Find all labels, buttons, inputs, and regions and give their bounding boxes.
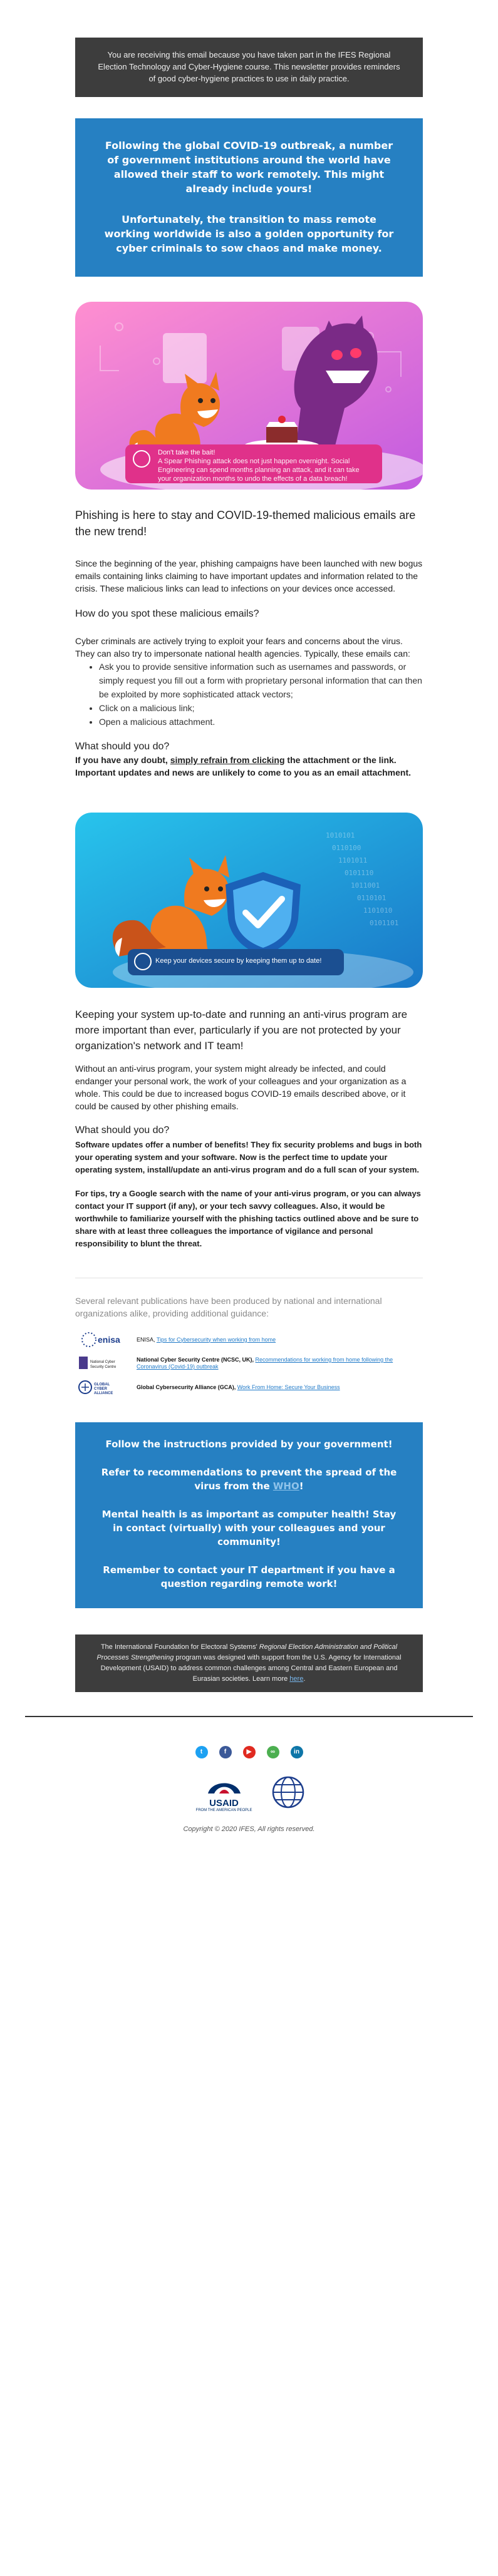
phishing-paragraph-2: Cyber criminals are actively trying to exploit your fears and concerns about the virus. They can also try to impersonate national health agencies. Typically, these emails can: (75, 636, 410, 659)
phishing-caption-body: A Spear Phishing attack does not just happen overnight. Social Engineering can spend months planning an attack, and it can take your organization months to undo the effects of a data breach! (158, 458, 360, 483)
svg-text:GLOBAL: GLOBAL (94, 1383, 110, 1387)
footer-program-name: Regional Election Administration and Political Processes Strengthening (96, 1643, 398, 1661)
svg-text:Security Centre: Security Centre (90, 1365, 117, 1369)
updates-caption-text: Keep your devices secure by keeping them up to date! (155, 957, 322, 965)
updates-caption (128, 949, 344, 975)
svg-text:1010101: 1010101 (326, 831, 355, 839)
twitter-icon[interactable]: t (195, 1746, 208, 1758)
ncsc-recommendations-link[interactable]: Recommendations for working from home following the Coronavirus (Covid-19) outbreak (137, 1357, 393, 1370)
enisa-logo (75, 1330, 137, 1349)
footer-divider (25, 1716, 473, 1717)
copyright-text: Copyright © 2020 IFES, All rights reserved. (183, 1825, 315, 1833)
hero-paragraph-2: Unfortunately, the transition to mass remote working worldwide is also a golden opportunity for cyber criminals to sow chaos and make money. (104, 213, 394, 254)
antivirus-lead: Keeping your system up-to-date and running an anti-virus program are more important than ever, particularly if you are not protected by your organization's network and IT team! (75, 1008, 408, 1052)
hero-paragraph-1: Following the global COVID-19 outbreak, a number of government institutions around the world have allowed their staff to work remotely. This might already include yours! (105, 140, 393, 195)
shield-icon (134, 953, 152, 970)
antivirus-paragraph-2: Software updates offer a number of benefits! They fix security problems and bugs in both your operating system and your software. Now is the perfect time to update your operating system, install/update an anti-virus program and do a full scan of your system. (75, 1140, 422, 1174)
usaid-logo (193, 1776, 256, 1812)
intro-text: You are receiving this email because you have taken part in the IFES Regional Election Technology and Cyber-Hygiene course. This newsletter provides reminders of good cyber-hygiene practices to use in daily practice. (98, 50, 400, 83)
instructions-box (75, 1422, 423, 1608)
svg-text:enisa: enisa (98, 1335, 120, 1345)
answer-text-pre: If you have any doubt, (75, 755, 170, 765)
phishing-paragraph-1: Since the beginning of the year, phishing campaigns have been launched with new bogus emails containing links claiming to have important updates and information related to the crisis. These malicious links can lead to infections on your devices once accessed. (75, 558, 423, 593)
phishing-caption-title: Don't take the bait! (158, 449, 215, 456)
svg-text:ALLIANCE: ALLIANCE (94, 1392, 113, 1395)
publication-org: National Cyber Security Centre (NCSC, UK), (137, 1357, 256, 1363)
publication-text (137, 1384, 340, 1391)
list-item: • Open a malicious attachment. (99, 715, 423, 729)
svg-text:National Cyber: National Cyber (90, 1360, 115, 1364)
who-link[interactable]: WHO (272, 1480, 299, 1492)
publication-org: Global Cybersecurity Alliance (GCA), (137, 1383, 237, 1390)
phishing-caption (125, 444, 382, 483)
refrain-link[interactable]: simply refrain from clicking (170, 755, 285, 765)
antivirus-paragraph-1: Without an anti-virus program, your system might already be infected, and could endanger your personal work, the work of your colleagues and your organization as a whole. This could be due to increased bogus COVID-19 emails described above, or it could be caused by other phishing emails. (75, 1064, 407, 1111)
link-icon[interactable]: ∞ (267, 1746, 279, 1758)
footer-text-end: . (303, 1675, 306, 1683)
publication-item (75, 1377, 423, 1397)
learn-more-link[interactable]: here (289, 1675, 304, 1683)
publication-org: ENISA, (137, 1336, 157, 1343)
enisa-tips-link[interactable]: Tips for Cybersecurity when working from home (156, 1336, 276, 1343)
usaid-wordmark: USAID (209, 1797, 239, 1809)
footer-text-pre: The International Foundation for Electoral Systems' (100, 1643, 259, 1651)
list-item: • Ask you to provide sensitive information such as usernames and passwords, or simply request you fill out a form with proprietary personal information that can then be exploited by more sophisticated attack vectors; (99, 660, 423, 701)
instruction-2-post: ! (299, 1480, 304, 1492)
publication-item (75, 1330, 423, 1350)
instruction-4: Remember to contact your IT department if you have a question regarding remote work! (103, 1564, 395, 1589)
publications-list (75, 1330, 423, 1397)
facebook-icon[interactable]: f (219, 1746, 232, 1758)
footer-text-post: program was designed with support from the U.S. Agency for International Development (USAID) to address common challenges among Central and Eastern European and Eurasian societies. Learn more (100, 1654, 402, 1683)
partner-logos (0, 1775, 498, 1813)
linkedin-icon[interactable]: in (291, 1746, 303, 1758)
hero-box (75, 118, 423, 277)
instruction-3: Mental health is as important as computer health! Stay in contact (virtually) with your colleagues and your community! (101, 1509, 397, 1547)
instruction-2-pre: Refer to recommendations to prevent the spread of the virus from the (101, 1467, 397, 1492)
publication-item (75, 1353, 423, 1373)
phishing-answer (75, 754, 423, 779)
antivirus-paragraph-3: For tips, try a Google search with the name of your anti-virus program, or you can always contact your IT support (if any), or your tech savvy colleagues. Also, it would be worthwhile to familiarize yourself with the phishing tactics outlined above and be sure to share with at least three colleagues the importance of vigilance and personal responsibility to blunt the threat. (75, 1189, 421, 1248)
antivirus-question: What should you do? (75, 1125, 170, 1136)
svg-text:CYBER: CYBER (94, 1387, 108, 1391)
ifes-globe-logo (271, 1775, 306, 1813)
intro-banner (75, 38, 423, 97)
gca-wfh-link[interactable]: Work From Home: Secure Your Business (237, 1383, 340, 1390)
usaid-tagline: FROM THE AMERICAN PEOPLE (195, 1808, 252, 1812)
svg-text:0101110: 0101110 (345, 869, 374, 877)
svg-text:1101010: 1101010 (363, 906, 393, 915)
phishing-bullet-list (99, 660, 423, 729)
phishing-illustration (75, 302, 423, 490)
phishing-lead: Phishing is here to stay and COVID-19-themed malicious emails are the new trend! (75, 509, 416, 538)
ncsc-logo (75, 1354, 137, 1373)
gca-logo (75, 1378, 137, 1397)
publication-text (137, 1337, 276, 1343)
program-footer (75, 1634, 423, 1692)
instruction-1: Follow the instructions provided by your government! (105, 1439, 393, 1450)
updates-illustration (75, 813, 423, 988)
publication-text (137, 1357, 423, 1370)
answer-text-post: the attachment or the link. Important updates and news are unlikely to come to you as an email attachment. (75, 755, 412, 777)
list-item: • Click on a malicious link; (99, 701, 423, 715)
svg-text:0101101: 0101101 (370, 919, 399, 927)
shield-icon (133, 450, 150, 468)
social-links (0, 1746, 498, 1758)
svg-text:0110101: 0110101 (357, 894, 386, 902)
publications-intro: Several relevant publications have been produced by national and international organizations alike, providing additional guidance: (75, 1296, 382, 1318)
instruction-2 (99, 1465, 399, 1493)
phishing-question-2: What should you do? (75, 741, 170, 752)
svg-text:1011001: 1011001 (351, 881, 380, 890)
svg-text:0110100: 0110100 (332, 844, 361, 852)
youtube-icon[interactable]: ▶ (243, 1746, 256, 1758)
phishing-question-1: How do you spot these malicious emails? (75, 608, 259, 619)
svg-text:1101011: 1101011 (338, 856, 368, 865)
